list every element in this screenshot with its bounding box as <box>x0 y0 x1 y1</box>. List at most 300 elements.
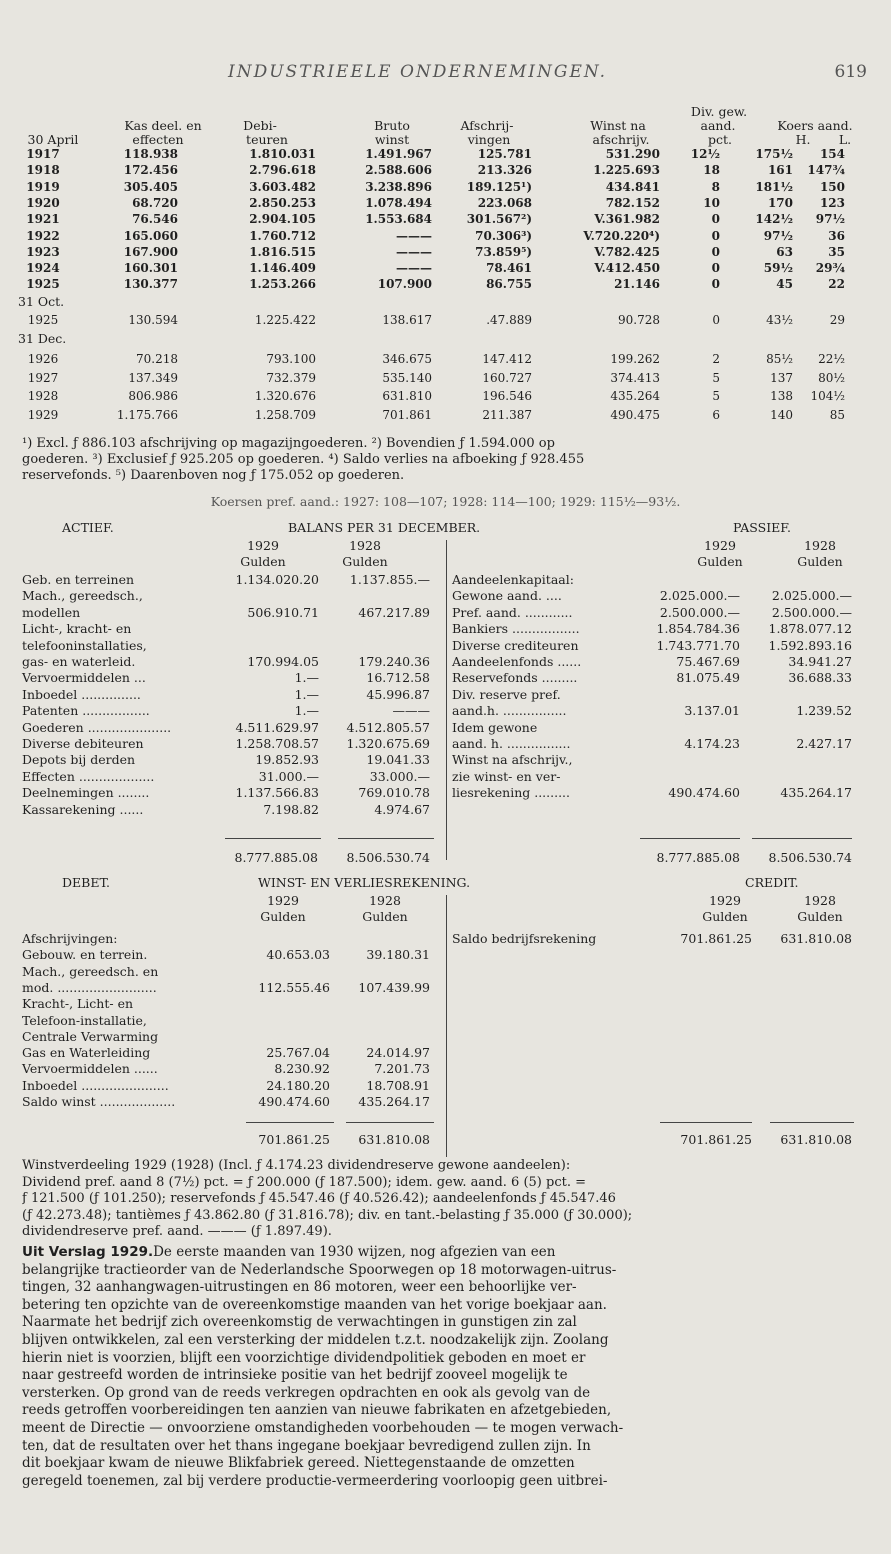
actief-item-label: Inboedel ............... <box>22 686 141 702</box>
subtotal-rule <box>246 1122 334 1123</box>
actief-item-label: Vervoermiddelen ... <box>22 670 146 686</box>
actief-item-label: Diverse debiteuren <box>22 736 144 751</box>
actief-value-1928: 1.137.855.— <box>349 572 430 587</box>
cell-winst: 434.841 <box>605 179 660 194</box>
cell-debiteuren: 3.603.482 <box>249 179 316 194</box>
cell-koers-hoog: 45 <box>776 277 793 292</box>
cell-winst: 531.290 <box>605 147 660 161</box>
unit-header: Gulden <box>240 554 286 569</box>
verslag-line: ten, dat de resultaten over het thans ingegane boekjaar bevredigend zullen zijn. In <box>22 1437 591 1454</box>
passief-value-1929: 2.500.000.— <box>659 604 740 620</box>
cell-bruto-winst: 535.140 <box>382 370 432 385</box>
cell-bruto-winst: 2.588.606 <box>365 163 432 178</box>
cell-bruto-winst: 1.553.684 <box>365 212 432 227</box>
cell-dividend-pct: 12½ <box>690 147 720 161</box>
actief-item-label: Goederen ..................... <box>22 719 172 735</box>
actief-value-1929: 1.— <box>294 703 319 719</box>
cell-dividend-pct: 5 <box>712 370 720 385</box>
passief-item-label: aand.h. ................ <box>452 703 567 719</box>
actief-value-1928: 19.041.33 <box>366 752 430 768</box>
cell-dividend-pct: 0 <box>711 244 720 259</box>
col-header: vingen <box>467 132 511 147</box>
cell-koers-laag: 85 <box>829 408 845 423</box>
cell-afschrijvingen: 189.125¹) <box>466 179 532 194</box>
cell-winst: 782.152 <box>605 195 660 210</box>
subtotal-rule <box>225 838 321 839</box>
actief-item-label: Patenten ................. <box>22 703 150 719</box>
koersen-line: Koersen pref. aand.: 1927: 108—107; 1928: 114—100; 1929: 115½—93½. <box>210 494 681 509</box>
cell-kas: 305.405 <box>123 179 178 194</box>
cell-koers-laag: 154 <box>819 147 845 161</box>
cell-winst: 374.413 <box>610 370 660 385</box>
debet-value-1928: 7.201.73 <box>374 1061 430 1077</box>
actief-value-1928: 769.010.78 <box>358 785 430 801</box>
cell-koers-hoog: 137 <box>770 370 793 385</box>
debet-value-1928: 107.439.99 <box>358 979 430 995</box>
verslag-line: reeds getroffen voorbereidingen ten aanzien van nieuwe fabrikaten en afzetgebieden, <box>22 1402 612 1419</box>
passief-item-label: Bankiers ................. <box>452 621 580 637</box>
col-header: 30 April <box>27 132 79 147</box>
cell-debiteuren: 1.816.515 <box>249 244 316 259</box>
verslag-line: betering ten opzichte van de overeenkomstige maanden van het vorige boekjaar aan. <box>22 1296 607 1313</box>
unit-header: Gulden <box>362 909 408 924</box>
cell-koers-laag: 36 <box>828 228 845 243</box>
cell-koers-laag: 150 <box>819 179 845 194</box>
debet-item-label: Afschrijvingen: <box>22 931 118 946</box>
actief-total-1929: 8.777.885.08 <box>234 850 318 865</box>
cell-bruto-winst: 346.675 <box>382 352 432 366</box>
unit-header: Gulden <box>342 554 388 569</box>
cell-kas: 130.377 <box>123 277 178 292</box>
year-header: 1928 <box>804 893 836 908</box>
cell-bruto-winst: 3.238.896 <box>365 179 432 194</box>
cell-afschrijvingen: 78.461 <box>486 261 532 276</box>
cell-koers-laag: 29¾ <box>815 261 845 276</box>
subtotal-rule <box>660 1122 752 1123</box>
cell-bruto-winst: ——— <box>396 244 432 259</box>
actief-value-1928: 16.712.58 <box>366 670 430 686</box>
debet-item-label: Kracht-, Licht- en <box>22 996 134 1012</box>
col-header: effecten <box>132 132 184 147</box>
debet-value-1928: 24.014.97 <box>366 1045 430 1061</box>
winstverdeeling-line: dividendreserve pref. aand. ——— (ƒ 1.897.49). <box>22 1224 332 1239</box>
passief-value-1929: 3.137.01 <box>684 703 740 719</box>
row-year: 1929 <box>27 408 59 423</box>
cell-debiteuren: 732.379 <box>266 370 316 385</box>
cell-koers-hoog: 142½ <box>755 212 793 227</box>
row-year: 1924 <box>26 261 60 276</box>
cell-afschrijvingen: 160.727 <box>482 370 532 385</box>
cell-winst: 90.728 <box>618 313 660 327</box>
passief-item-label: Aandeelenkapitaal: <box>452 572 574 587</box>
cell-kas: 68.720 <box>132 195 178 210</box>
debet-item-label: Saldo winst ................... <box>22 1094 176 1109</box>
subtotal-rule <box>752 838 852 839</box>
cell-kas: 160.301 <box>123 261 178 276</box>
col-header: aand. <box>700 118 736 133</box>
verslag-line: meent de Directie — onvoorziene omstandigheden voorbehouden — te mogen verwach- <box>22 1419 624 1436</box>
passief-label: PASSIEF. <box>733 520 791 535</box>
page-number: 619 <box>834 62 867 82</box>
cell-dividend-pct: 0 <box>711 228 720 243</box>
cell-debiteuren: 2.796.618 <box>249 163 316 178</box>
col-header: Koers aand. <box>777 118 853 133</box>
cell-debiteuren: 1.253.266 <box>249 277 316 292</box>
passief-value-1929: 75.467.69 <box>676 654 740 669</box>
col-header: Kas deel. en <box>124 118 202 133</box>
period-label: 31 Dec. <box>18 331 67 346</box>
row-year: 1925 <box>27 313 59 327</box>
passief-item-label: Div. reserve pref. <box>452 686 561 702</box>
cell-koers-laag: 147¾ <box>807 163 845 178</box>
credit-label: CREDIT. <box>745 875 799 890</box>
actief-value-1928: 1.320.675.69 <box>346 736 430 751</box>
debet-label: DEBET. <box>62 875 110 890</box>
unit-header: Gulden <box>797 909 843 924</box>
unit-header: Gulden <box>797 554 843 569</box>
debet-item-label: Telefoon-installatie, <box>22 1012 147 1028</box>
cell-kas: 76.546 <box>132 212 178 227</box>
cell-kas: 70.218 <box>136 352 178 366</box>
passief-value-1928: 1.592.893.16 <box>768 637 852 653</box>
credit-value-1928: 631.810.08 <box>780 931 852 946</box>
footnote-line: ¹) Excl. ƒ 886.103 afschrijving op magazijngoederen. ²) Bovendien ƒ 1.594.000 op <box>22 436 555 451</box>
actief-value-1928: 45.996.87 <box>366 686 430 702</box>
actief-value-1929: 1.134.020.20 <box>235 572 319 587</box>
actief-value-1928: 179.240.36 <box>358 654 430 669</box>
actief-total-1928: 8.506.530.74 <box>346 850 430 865</box>
debet-value-1928: 18.708.91 <box>366 1077 430 1093</box>
debet-item-label: Inboedel ...................... <box>22 1077 169 1093</box>
cell-koers-laag: 104½ <box>810 389 845 404</box>
cell-winst: 199.262 <box>610 352 660 366</box>
col-header: teuren <box>246 132 288 147</box>
col-header: Div. gew. <box>690 104 748 119</box>
debet-item-label: Gebouw. en terrein. <box>22 947 148 963</box>
debet-value-1929: 112.555.46 <box>258 979 330 995</box>
passief-item-label: Gewone aand. .... <box>452 588 562 604</box>
footnote-line: reservefonds. ⁵) Daarenboven nog ƒ 175.052 op goederen. <box>22 468 405 483</box>
cell-koers-laag: 97½ <box>815 212 845 227</box>
col-header: winst <box>374 132 410 147</box>
row-year: 1923 <box>26 244 60 259</box>
col-header: Afschrij- <box>460 118 514 133</box>
col-header: Bruto <box>374 118 410 133</box>
actief-value-1929: 1.258.708.57 <box>235 736 319 751</box>
credit-item-label: Saldo bedrijfsrekening <box>452 931 597 946</box>
cell-dividend-pct: 8 <box>711 179 720 194</box>
cell-debiteuren: 793.100 <box>266 352 316 366</box>
year-header: 1929 <box>267 893 299 908</box>
unit-header: Gulden <box>260 909 306 924</box>
winstverdeeling <box>22 1158 867 1241</box>
verslag-line: Naarmate het bedrijf zich overeenkomstig de verwachtingen in gunstigen zin zal <box>22 1314 577 1331</box>
cell-kas: 172.456 <box>123 163 178 178</box>
cell-kas: 130.594 <box>128 313 178 327</box>
actief-item-label: Geb. en terreinen <box>22 572 135 587</box>
row-year: 1925 <box>26 277 60 292</box>
row-year: 1920 <box>26 195 60 210</box>
subtotal-rule <box>770 1122 854 1123</box>
verslag-line <box>22 1244 867 1262</box>
verslag-line: belangrijke tractieorder van de Nederlandsche Spoorwegen op 18 motorwagen-uitrus- <box>22 1261 617 1278</box>
actief-label: ACTIEF. <box>62 520 114 535</box>
running-header <box>0 62 891 86</box>
cell-kas: 137.349 <box>128 370 178 385</box>
col-header: L. <box>838 132 852 147</box>
cell-koers-hoog: 97½ <box>763 228 793 243</box>
cell-koers-hoog: 85½ <box>766 352 793 366</box>
actief-value-1929: 7.198.82 <box>263 801 319 817</box>
cell-winst: V.782.425 <box>594 244 660 259</box>
cell-afschrijvingen: 147.412 <box>482 352 532 366</box>
cell-bruto-winst: 1.491.967 <box>365 147 432 161</box>
passief-value-1928: 435.264.17 <box>780 785 852 801</box>
passief-value-1929: 4.174.23 <box>684 736 740 751</box>
row-year: 1926 <box>27 352 59 366</box>
passief-item-label: aand. h. ................ <box>452 736 571 751</box>
cell-afschrijvingen: 213.326 <box>477 163 532 178</box>
cell-winst: 1.225.693 <box>593 163 660 178</box>
footnotes <box>22 436 867 484</box>
cell-bruto-winst: ——— <box>396 228 432 243</box>
col-header: afschrijv. <box>592 132 650 147</box>
actief-value-1929: 1.137.566.83 <box>235 785 319 801</box>
cell-debiteuren: 1.146.409 <box>249 261 316 276</box>
balans-title: BALANS PER 31 DECEMBER. <box>288 520 481 535</box>
cell-afschrijvingen: 211.387 <box>482 408 532 423</box>
col-header: Winst na <box>590 118 646 133</box>
passief-item-label: Idem gewone <box>452 719 538 735</box>
wv-title: WINST- EN VERLIESREKENING. <box>258 875 471 890</box>
passief-value-1929: 1.854.784.36 <box>656 621 740 637</box>
passief-item-label: Pref. aand. ............ <box>452 604 573 620</box>
actief-value-1929: 1.— <box>294 686 319 702</box>
debet-item-label: Centrale Verwarming <box>22 1028 159 1044</box>
winstverdeeling-line: ƒ 121.500 (ƒ 101.250); reservefonds ƒ 45.547.46 (ƒ 40.526.42); aandeelenfonds ƒ 45.547.46 <box>22 1191 616 1206</box>
passief-value-1928: 2.427.17 <box>796 736 852 751</box>
actief-value-1928: 4.974.67 <box>374 801 430 817</box>
actief-value-1928: ——— <box>392 703 430 719</box>
credit-total-1928: 631.810.08 <box>780 1132 852 1147</box>
actief-item-label: telefooninstallaties, <box>22 637 147 653</box>
winstverdeeling-line: (ƒ 42.273.48); tantièmes ƒ 43.862.80 (ƒ 31.816.78); div. en tant.-belasting ƒ 35.000 (ƒ 30.000); <box>22 1207 633 1223</box>
winstverdeeling-line: Dividend pref. aand 8 (7½) pct. = ƒ 200.000 (ƒ 187.500); idem. gew. aand. 6 (5) pct. = <box>22 1174 586 1190</box>
verslag-line: geregeld toenemen, zal bij verdere productie-vermeerdering voorloopig geen uitbrei- <box>22 1472 608 1489</box>
cell-debiteuren: 1.760.712 <box>249 228 316 243</box>
cell-dividend-pct: 5 <box>712 389 720 404</box>
col-header: Debi- <box>243 118 277 133</box>
cell-dividend-pct: 0 <box>711 277 720 292</box>
column-divider <box>446 540 447 860</box>
col-header: pct. <box>708 132 732 147</box>
cell-koers-hoog: 63 <box>776 244 793 259</box>
row-year: 1927 <box>27 370 59 385</box>
verslag-line: hierin niet is voorzien, blijft een voorzichtige dividendpolitiek geboden en moet er <box>22 1349 586 1366</box>
actief-value-1928: 4.512.805.57 <box>346 719 430 735</box>
actief-value-1928: 467.217.89 <box>358 604 430 620</box>
actief-item-label: Deelnemingen ........ <box>22 785 150 801</box>
cell-winst: 21.146 <box>614 277 660 292</box>
row-year: 1928 <box>27 389 59 404</box>
unit-header: Gulden <box>702 909 748 924</box>
year-header: 1928 <box>369 893 401 908</box>
cell-dividend-pct: 0 <box>711 261 720 276</box>
column-divider <box>446 895 447 1157</box>
cell-kas: 167.900 <box>123 244 178 259</box>
debet-value-1929: 8.230.92 <box>274 1061 330 1077</box>
passief-value-1929: 81.075.49 <box>676 670 740 686</box>
passief-value-1928: 1.239.52 <box>796 703 852 719</box>
actief-item-label: modellen <box>22 604 81 620</box>
actief-value-1929: 4.511.629.97 <box>235 719 319 735</box>
cell-winst: 435.264 <box>610 389 660 404</box>
cell-koers-laag: 80½ <box>818 370 845 385</box>
debet-value-1929: 40.653.03 <box>266 947 330 963</box>
cell-bruto-winst: 138.617 <box>382 313 432 327</box>
actief-value-1928: 33.000.— <box>369 768 430 784</box>
cell-koers-laag: 29 <box>829 313 845 327</box>
debet-item-label: Mach., gereedsch. en <box>22 963 159 979</box>
passief-value-1929: 2.025.000.— <box>659 588 740 604</box>
cell-koers-laag: 22½ <box>818 352 845 366</box>
actief-item-label: Kassarekening ...... <box>22 801 144 817</box>
cell-bruto-winst: ——— <box>396 261 432 276</box>
subtotal-rule <box>640 838 740 839</box>
cell-kas: 165.060 <box>123 228 178 243</box>
cell-dividend-pct: 0 <box>712 313 720 327</box>
cell-afschrijvingen: 70.306³) <box>475 228 532 243</box>
cell-koers-hoog: 175½ <box>755 147 793 161</box>
cell-winst: V.361.982 <box>594 212 660 227</box>
actief-item-label: Licht-, kracht- en <box>22 621 132 637</box>
year-header: 1928 <box>804 538 836 553</box>
cell-koers-hoog: 138 <box>770 389 793 404</box>
passief-value-1928: 1.878.077.12 <box>768 621 852 637</box>
cell-dividend-pct: 10 <box>703 195 720 210</box>
cell-koers-hoog: 140 <box>770 408 793 423</box>
cell-kas: 806.986 <box>128 389 178 404</box>
verslag-line: dit boekjaar kwam de nieuwe Blikfabriek gereed. Niettegenstaande de omzetten <box>22 1455 575 1472</box>
verslag-heading: Uit Verslag 1929. <box>22 1244 154 1260</box>
row-year: 1917 <box>26 147 60 161</box>
footnote-line: goederen. ³) Exclusief ƒ 925.205 op goederen. ⁴) Saldo verlies na afboeking ƒ 928.455 <box>22 452 585 467</box>
cell-afschrijvingen: 223.068 <box>477 195 532 210</box>
debet-item-label: Gas en Waterleiding <box>22 1045 151 1061</box>
cell-debiteuren: 2.850.253 <box>249 195 316 210</box>
debet-value-1929: 25.767.04 <box>266 1045 330 1061</box>
debet-value-1929: 24.180.20 <box>266 1077 330 1093</box>
winstverdeeling-line: Winstverdeeling 1929 (1928) (Incl. ƒ 4.174.23 dividendreserve gewone aandeelen): <box>22 1158 571 1173</box>
passief-item-label: Aandeelenfonds ...... <box>452 654 582 669</box>
actief-value-1929: 1.— <box>294 670 319 686</box>
cell-winst: V.720.220⁴) <box>583 228 660 243</box>
cell-debiteuren: 1.810.031 <box>249 147 316 161</box>
debet-item-label: mod. ......................... <box>22 979 157 995</box>
verslag-text: De eerste maanden van 1930 wijzen, nog afgezien van een <box>153 1244 556 1260</box>
year-header: 1929 <box>704 538 736 553</box>
cell-dividend-pct: 6 <box>712 408 720 423</box>
year-header: 1929 <box>247 538 279 553</box>
passief-item-label: Diverse crediteuren <box>452 637 579 653</box>
subtotal-rule <box>338 838 434 839</box>
cell-bruto-winst: 1.078.494 <box>365 195 432 210</box>
cell-dividend-pct: 2 <box>712 352 720 366</box>
year-header: 1928 <box>349 538 381 553</box>
row-year: 1919 <box>26 179 60 194</box>
passief-value-1928: 2.025.000.— <box>771 588 852 604</box>
cell-afschrijvingen: 86.755 <box>486 277 532 292</box>
actief-value-1929: 506.910.71 <box>247 604 319 620</box>
passief-value-1928: 36.688.33 <box>788 670 852 686</box>
header-title: INDUSTRIEELE ONDERNEMINGEN. <box>228 62 608 82</box>
passief-item-label: Winst na afschrijv., <box>452 752 573 768</box>
cell-dividend-pct: 18 <box>703 163 720 178</box>
year-header: 1929 <box>709 893 741 908</box>
cell-koers-laag: 35 <box>828 244 845 259</box>
debet-value-1929: 490.474.60 <box>258 1094 330 1109</box>
row-year: 1922 <box>26 228 60 243</box>
col-header: H. <box>795 132 811 147</box>
actief-item-label: Mach., gereedsch., <box>22 588 143 604</box>
row-year: 1921 <box>26 212 60 227</box>
subtotal-rule <box>346 1122 434 1123</box>
cell-afschrijvingen: 73.859⁵) <box>475 244 532 259</box>
cell-afschrijvingen: 301.567²) <box>466 212 532 227</box>
passief-value-1929: 1.743.771.70 <box>656 637 740 653</box>
cell-koers-hoog: 59½ <box>763 261 793 276</box>
cell-kas: 118.938 <box>123 147 178 161</box>
cell-dividend-pct: 0 <box>711 212 720 227</box>
verslag-paragraph <box>22 1244 867 1490</box>
cell-afschrijvingen: 125.781 <box>477 147 532 161</box>
cell-bruto-winst: 107.900 <box>377 277 432 292</box>
cell-afschrijvingen: 196.546 <box>482 389 532 404</box>
credit-value-1929: 701.861.25 <box>680 931 752 946</box>
passief-item-label: zie winst- en ver- <box>452 768 561 784</box>
passief-total-1929: 8.777.885.08 <box>656 850 740 865</box>
passief-value-1928: 34.941.27 <box>788 654 852 669</box>
debet-total-1929: 701.861.25 <box>258 1132 330 1147</box>
actief-item-label: Effecten ................... <box>22 768 155 784</box>
cell-bruto-winst: 701.861 <box>382 408 432 423</box>
cell-afschrijvingen: .47.889 <box>486 313 532 327</box>
actief-item-label: gas- en waterleid. <box>22 654 136 669</box>
verslag-line: versterken. Op grond van de reeds verkregen opdrachten en ook als gevolg van de <box>22 1384 591 1401</box>
passief-value-1928: 2.500.000.— <box>771 604 852 620</box>
cell-kas: 1.175.766 <box>116 408 178 423</box>
actief-value-1929: 31.000.— <box>258 768 319 784</box>
debet-item-label: Vervoermiddelen ...... <box>22 1061 158 1077</box>
debet-value-1928: 435.264.17 <box>358 1094 430 1109</box>
passief-value-1929: 490.474.60 <box>668 785 740 801</box>
row-year: 1918 <box>26 163 60 178</box>
cell-koers-hoog: 181½ <box>755 179 793 194</box>
actief-value-1929: 19.852.93 <box>255 752 319 768</box>
cell-bruto-winst: 631.810 <box>382 389 432 404</box>
cell-debiteuren: 1.258.709 <box>254 408 316 423</box>
unit-header: Gulden <box>697 554 743 569</box>
cell-debiteuren: 2.904.105 <box>249 212 316 227</box>
passief-item-label: Reservefonds ......... <box>452 670 578 686</box>
cell-koers-hoog: 43½ <box>766 313 793 327</box>
verslag-line: blijven ontwikkelen, zal een versterking der middelen t.z.t. noodzakelijk zijn. Zoolang <box>22 1331 609 1348</box>
cell-debiteuren: 1.225.422 <box>254 313 316 327</box>
verslag-line: naar gestreefd worden de intrinsieke positie van het bedrijf zooveel mogelijk te <box>22 1367 568 1384</box>
verslag-line: tingen, 32 aanhangwagen-uitrustingen en 86 motoren, weer een behoorlijke ver- <box>22 1279 577 1296</box>
credit-total-1929: 701.861.25 <box>680 1132 752 1147</box>
cell-debiteuren: 1.320.676 <box>254 389 316 404</box>
